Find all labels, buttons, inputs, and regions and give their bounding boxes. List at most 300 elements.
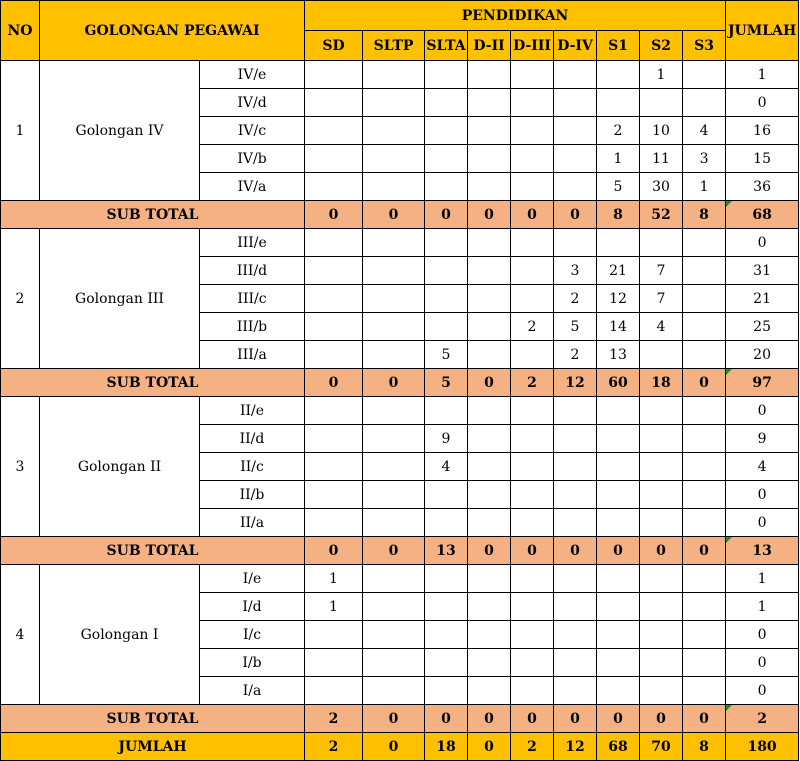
- subtotal-value-cell: 0: [305, 537, 363, 565]
- subtotal-total-cell: 68: [726, 201, 799, 229]
- value-cell: [683, 61, 726, 89]
- grand-total-value-cell: 18: [425, 733, 468, 761]
- value-cell: [597, 509, 640, 537]
- subtotal-label: SUB TOTAL: [1, 705, 305, 733]
- grade-cell: II/b: [200, 481, 305, 509]
- grade-cell: IV/b: [200, 145, 305, 173]
- value-cell: [425, 593, 468, 621]
- value-cell: 30: [640, 173, 683, 201]
- row-total-cell: 15: [726, 145, 799, 173]
- table-body: [1, 61, 799, 761]
- subtotal-total-cell: 13: [726, 537, 799, 565]
- value-cell: [597, 565, 640, 593]
- value-cell: [640, 341, 683, 369]
- value-cell: 2: [554, 341, 597, 369]
- value-cell: [683, 593, 726, 621]
- table-row: [1, 397, 799, 425]
- value-cell: [425, 621, 468, 649]
- value-cell: [363, 173, 425, 201]
- value-cell: [363, 593, 425, 621]
- value-cell: [305, 621, 363, 649]
- value-cell: [511, 229, 554, 257]
- subtotal-value-cell: 0: [468, 705, 511, 733]
- group-name: Golongan I: [40, 565, 200, 705]
- value-cell: [554, 677, 597, 705]
- value-cell: [468, 621, 511, 649]
- value-cell: [425, 565, 468, 593]
- value-cell: [305, 173, 363, 201]
- value-cell: [683, 649, 726, 677]
- value-cell: [554, 89, 597, 117]
- value-cell: [425, 89, 468, 117]
- row-total-cell: 31: [726, 257, 799, 285]
- header-edu-level: SLTA: [425, 31, 468, 61]
- table-row: [1, 61, 799, 89]
- value-cell: [683, 229, 726, 257]
- value-cell: [468, 481, 511, 509]
- value-cell: [305, 61, 363, 89]
- value-cell: [640, 649, 683, 677]
- value-cell: [468, 341, 511, 369]
- value-cell: [511, 117, 554, 145]
- subtotal-value-cell: 0: [305, 201, 363, 229]
- row-total-cell: 1: [726, 593, 799, 621]
- row-total-cell: 36: [726, 173, 799, 201]
- value-cell: [363, 649, 425, 677]
- value-cell: [511, 565, 554, 593]
- value-cell: 13: [597, 341, 640, 369]
- value-cell: [683, 313, 726, 341]
- value-cell: [305, 229, 363, 257]
- subtotal-row: [1, 369, 799, 397]
- grand-total-label: JUMLAH: [1, 733, 305, 761]
- subtotal-value-cell: 0: [683, 537, 726, 565]
- value-cell: [554, 481, 597, 509]
- grade-cell: I/d: [200, 593, 305, 621]
- value-cell: 21: [597, 257, 640, 285]
- grade-cell: II/d: [200, 425, 305, 453]
- table-row: [1, 229, 799, 257]
- value-cell: [425, 173, 468, 201]
- row-total-cell: 0: [726, 649, 799, 677]
- subtotal-value-cell: 0: [468, 537, 511, 565]
- group-number: 1: [1, 61, 40, 201]
- subtotal-value-cell: 0: [597, 537, 640, 565]
- subtotal-value-cell: 2: [305, 705, 363, 733]
- value-cell: [683, 397, 726, 425]
- row-total-cell: 0: [726, 677, 799, 705]
- value-cell: [554, 173, 597, 201]
- value-cell: [363, 313, 425, 341]
- row-total-cell: 21: [726, 285, 799, 313]
- grade-cell: III/b: [200, 313, 305, 341]
- value-cell: [363, 621, 425, 649]
- value-cell: [468, 593, 511, 621]
- value-cell: [468, 285, 511, 313]
- value-cell: [511, 425, 554, 453]
- subtotal-value-cell: 0: [511, 705, 554, 733]
- row-total-cell: 9: [726, 425, 799, 453]
- value-cell: [511, 89, 554, 117]
- value-cell: [554, 397, 597, 425]
- value-cell: [683, 257, 726, 285]
- value-cell: 4: [683, 117, 726, 145]
- value-cell: [554, 621, 597, 649]
- value-cell: [468, 649, 511, 677]
- value-cell: 4: [425, 453, 468, 481]
- value-cell: [468, 313, 511, 341]
- value-cell: [305, 313, 363, 341]
- subtotal-total-cell: 2: [726, 705, 799, 733]
- subtotal-value-cell: 0: [425, 705, 468, 733]
- value-cell: [511, 61, 554, 89]
- value-cell: 5: [597, 173, 640, 201]
- value-cell: [363, 509, 425, 537]
- value-cell: [425, 397, 468, 425]
- value-cell: [683, 89, 726, 117]
- value-cell: [597, 453, 640, 481]
- value-cell: [597, 89, 640, 117]
- header-no: NO: [1, 1, 40, 61]
- subtotal-value-cell: 8: [597, 201, 640, 229]
- subtotal-value-cell: 0: [554, 705, 597, 733]
- value-cell: 12: [597, 285, 640, 313]
- value-cell: [305, 117, 363, 145]
- value-cell: [363, 145, 425, 173]
- row-total-cell: 0: [726, 621, 799, 649]
- value-cell: [363, 565, 425, 593]
- grade-cell: IV/c: [200, 117, 305, 145]
- value-cell: [468, 61, 511, 89]
- row-total-cell: 25: [726, 313, 799, 341]
- value-cell: 2: [597, 117, 640, 145]
- value-cell: [305, 677, 363, 705]
- value-cell: [425, 145, 468, 173]
- value-cell: [511, 649, 554, 677]
- subtotal-total-cell: 97: [726, 369, 799, 397]
- subtotal-value-cell: 5: [425, 369, 468, 397]
- value-cell: [468, 425, 511, 453]
- value-cell: [597, 397, 640, 425]
- subtotal-value-cell: 2: [511, 369, 554, 397]
- subtotal-value-cell: 0: [468, 201, 511, 229]
- value-cell: [683, 677, 726, 705]
- value-cell: [554, 593, 597, 621]
- value-cell: [363, 397, 425, 425]
- value-cell: [425, 313, 468, 341]
- value-cell: [363, 61, 425, 89]
- value-cell: [511, 341, 554, 369]
- subtotal-value-cell: 0: [597, 705, 640, 733]
- header-edu-level: D-III: [511, 31, 554, 61]
- header-edu-level: D-II: [468, 31, 511, 61]
- subtotal-value-cell: 0: [511, 537, 554, 565]
- value-cell: [554, 61, 597, 89]
- value-cell: [683, 425, 726, 453]
- grade-cell: I/b: [200, 649, 305, 677]
- value-cell: [554, 425, 597, 453]
- value-cell: [554, 565, 597, 593]
- subtotal-value-cell: 0: [683, 705, 726, 733]
- subtotal-value-cell: 18: [640, 369, 683, 397]
- row-total-cell: 4: [726, 453, 799, 481]
- grade-cell: I/a: [200, 677, 305, 705]
- value-cell: [511, 145, 554, 173]
- value-cell: [468, 509, 511, 537]
- value-cell: [363, 453, 425, 481]
- value-cell: [468, 173, 511, 201]
- value-cell: [640, 565, 683, 593]
- group-name: Golongan II: [40, 397, 200, 537]
- value-cell: [425, 677, 468, 705]
- subtotal-value-cell: 13: [425, 537, 468, 565]
- value-cell: 1: [640, 61, 683, 89]
- grand-total-value-cell: 68: [597, 733, 640, 761]
- value-cell: [305, 481, 363, 509]
- value-cell: 1: [305, 565, 363, 593]
- value-cell: [468, 453, 511, 481]
- value-cell: [305, 257, 363, 285]
- value-cell: [468, 229, 511, 257]
- row-total-cell: 20: [726, 341, 799, 369]
- value-cell: [511, 621, 554, 649]
- value-cell: [640, 593, 683, 621]
- value-cell: [363, 257, 425, 285]
- value-cell: [640, 425, 683, 453]
- value-cell: 5: [554, 313, 597, 341]
- grade-cell: IV/a: [200, 173, 305, 201]
- value-cell: [425, 61, 468, 89]
- grand-total-value-cell: 70: [640, 733, 683, 761]
- subtotal-label: SUB TOTAL: [1, 537, 305, 565]
- subtotal-value-cell: 12: [554, 369, 597, 397]
- value-cell: 7: [640, 257, 683, 285]
- subtotal-value-cell: 0: [363, 705, 425, 733]
- grand-total-value-cell: 8: [683, 733, 726, 761]
- value-cell: [363, 285, 425, 313]
- subtotal-row: [1, 201, 799, 229]
- value-cell: [597, 677, 640, 705]
- subtotal-value-cell: 0: [468, 369, 511, 397]
- subtotal-row: [1, 537, 799, 565]
- subtotal-value-cell: 8: [683, 201, 726, 229]
- group-number: 4: [1, 565, 40, 705]
- value-cell: [468, 89, 511, 117]
- subtotal-value-cell: 0: [640, 705, 683, 733]
- value-cell: [554, 649, 597, 677]
- header-jumlah: JUMLAH: [726, 1, 799, 61]
- value-cell: [305, 145, 363, 173]
- value-cell: 2: [511, 313, 554, 341]
- value-cell: [425, 509, 468, 537]
- value-cell: [305, 397, 363, 425]
- value-cell: [468, 397, 511, 425]
- group-number: 2: [1, 229, 40, 369]
- grade-cell: I/e: [200, 565, 305, 593]
- subtotal-row: [1, 705, 799, 733]
- value-cell: [597, 425, 640, 453]
- value-cell: [363, 117, 425, 145]
- value-cell: [511, 593, 554, 621]
- grand-total-value-cell: 0: [468, 733, 511, 761]
- row-total-cell: 0: [726, 481, 799, 509]
- value-cell: [511, 677, 554, 705]
- value-cell: [554, 117, 597, 145]
- value-cell: [305, 649, 363, 677]
- grade-cell: II/e: [200, 397, 305, 425]
- row-total-cell: 1: [726, 565, 799, 593]
- subtotal-value-cell: 0: [425, 201, 468, 229]
- value-cell: [597, 229, 640, 257]
- subtotal-value-cell: 52: [640, 201, 683, 229]
- header-edu-level: S3: [683, 31, 726, 61]
- subtotal-value-cell: 60: [597, 369, 640, 397]
- value-cell: [683, 481, 726, 509]
- value-cell: 2: [554, 285, 597, 313]
- value-cell: [511, 509, 554, 537]
- header-edu-level: S1: [597, 31, 640, 61]
- grade-cell: III/c: [200, 285, 305, 313]
- value-cell: 11: [640, 145, 683, 173]
- value-cell: 5: [425, 341, 468, 369]
- subtotal-value-cell: 0: [363, 537, 425, 565]
- value-cell: [425, 257, 468, 285]
- value-cell: [640, 509, 683, 537]
- subtotal-value-cell: 0: [554, 537, 597, 565]
- row-total-cell: 0: [726, 89, 799, 117]
- row-total-cell: 0: [726, 509, 799, 537]
- value-cell: [640, 481, 683, 509]
- grand-total-value-cell: 0: [363, 733, 425, 761]
- grand-total-value-cell: 12: [554, 733, 597, 761]
- value-cell: [554, 145, 597, 173]
- grand-total-cell: 180: [726, 733, 799, 761]
- group-number: 3: [1, 397, 40, 537]
- value-cell: [305, 425, 363, 453]
- subtotal-value-cell: 0: [511, 201, 554, 229]
- subtotal-value-cell: 0: [683, 369, 726, 397]
- value-cell: [425, 481, 468, 509]
- value-cell: [305, 341, 363, 369]
- value-cell: [554, 229, 597, 257]
- value-cell: [683, 565, 726, 593]
- value-cell: [640, 397, 683, 425]
- value-cell: 4: [640, 313, 683, 341]
- value-cell: [425, 229, 468, 257]
- value-cell: 3: [683, 145, 726, 173]
- subtotal-label: SUB TOTAL: [1, 201, 305, 229]
- header-edu-level: D-IV: [554, 31, 597, 61]
- table-row: [1, 565, 799, 593]
- value-cell: [683, 341, 726, 369]
- grade-cell: IV/d: [200, 89, 305, 117]
- value-cell: [363, 425, 425, 453]
- header-golongan-pegawai: GOLONGAN PEGAWAI: [40, 1, 305, 61]
- subtotal-value-cell: 0: [363, 369, 425, 397]
- value-cell: 1: [305, 593, 363, 621]
- subtotal-label: SUB TOTAL: [1, 369, 305, 397]
- value-cell: 3: [554, 257, 597, 285]
- grand-total-row: [1, 733, 799, 761]
- value-cell: [363, 229, 425, 257]
- value-cell: [683, 285, 726, 313]
- value-cell: 14: [597, 313, 640, 341]
- value-cell: [363, 89, 425, 117]
- grand-total-value-cell: 2: [305, 733, 363, 761]
- row-total-cell: 16: [726, 117, 799, 145]
- grade-cell: III/d: [200, 257, 305, 285]
- grade-cell: III/a: [200, 341, 305, 369]
- value-cell: [554, 453, 597, 481]
- value-cell: [597, 621, 640, 649]
- value-cell: [640, 229, 683, 257]
- header-edu-level: SD: [305, 31, 363, 61]
- value-cell: [511, 257, 554, 285]
- value-cell: [640, 89, 683, 117]
- header-edu-level: SLTP: [363, 31, 425, 61]
- value-cell: [305, 89, 363, 117]
- value-cell: [511, 285, 554, 313]
- value-cell: [468, 145, 511, 173]
- subtotal-value-cell: 0: [554, 201, 597, 229]
- value-cell: [468, 677, 511, 705]
- value-cell: 9: [425, 425, 468, 453]
- value-cell: [511, 453, 554, 481]
- grade-cell: I/c: [200, 621, 305, 649]
- value-cell: [597, 61, 640, 89]
- subtotal-value-cell: 0: [305, 369, 363, 397]
- value-cell: [640, 677, 683, 705]
- header-edu-level: S2: [640, 31, 683, 61]
- header-pendidikan: PENDIDIKAN: [305, 1, 726, 31]
- grade-cell: III/e: [200, 229, 305, 257]
- value-cell: [305, 509, 363, 537]
- value-cell: [683, 621, 726, 649]
- value-cell: [683, 509, 726, 537]
- value-cell: [363, 481, 425, 509]
- value-cell: [363, 341, 425, 369]
- value-cell: [425, 649, 468, 677]
- value-cell: [425, 285, 468, 313]
- grade-cell: II/a: [200, 509, 305, 537]
- value-cell: 10: [640, 117, 683, 145]
- subtotal-value-cell: 0: [363, 201, 425, 229]
- value-cell: [363, 677, 425, 705]
- value-cell: [468, 565, 511, 593]
- value-cell: [468, 117, 511, 145]
- value-cell: [640, 621, 683, 649]
- row-total-cell: 1: [726, 61, 799, 89]
- grand-total-value-cell: 2: [511, 733, 554, 761]
- value-cell: [640, 453, 683, 481]
- row-total-cell: 0: [726, 229, 799, 257]
- value-cell: [511, 397, 554, 425]
- value-cell: 1: [683, 173, 726, 201]
- subtotal-value-cell: 0: [640, 537, 683, 565]
- group-name: Golongan IV: [40, 61, 200, 201]
- value-cell: [554, 509, 597, 537]
- value-cell: 1: [597, 145, 640, 173]
- value-cell: [305, 285, 363, 313]
- value-cell: [597, 593, 640, 621]
- value-cell: [597, 649, 640, 677]
- value-cell: [511, 173, 554, 201]
- value-cell: 7: [640, 285, 683, 313]
- value-cell: [425, 117, 468, 145]
- value-cell: [468, 257, 511, 285]
- value-cell: [597, 481, 640, 509]
- value-cell: [305, 453, 363, 481]
